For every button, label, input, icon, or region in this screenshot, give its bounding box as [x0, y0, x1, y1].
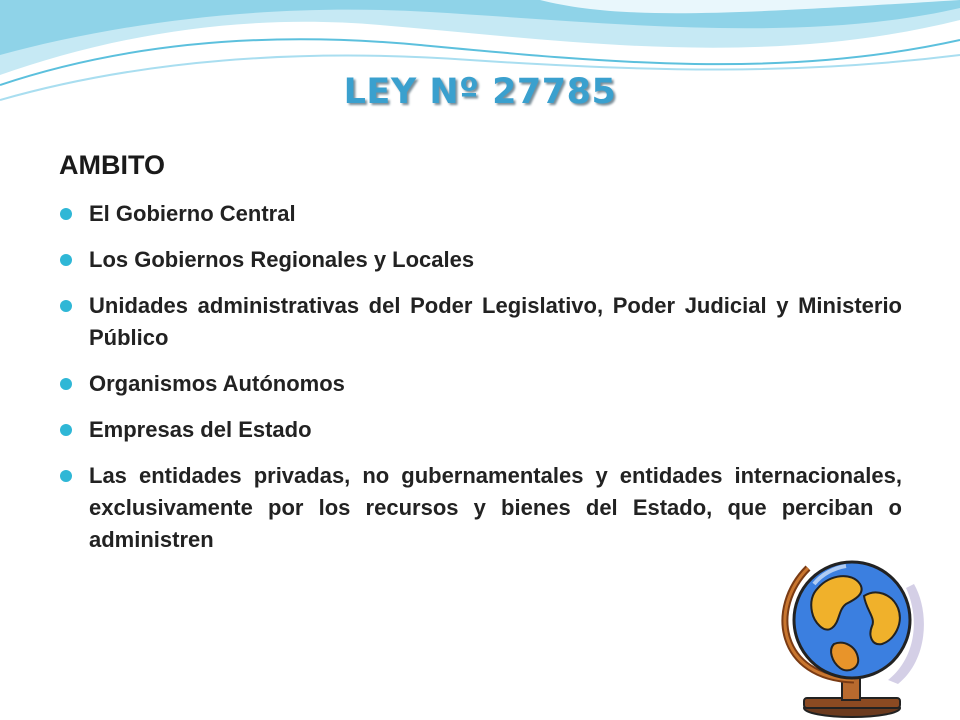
section-heading: AMBITO — [59, 150, 165, 180]
bullet-icon — [60, 424, 72, 436]
list-item-text: Unidades administrativas del Poder Legislativo, Poder Judicial y Ministerio Público — [89, 293, 902, 350]
list-item — [60, 460, 902, 556]
bullet-list — [60, 198, 902, 570]
slide-title: LEY Nº 27785 — [343, 72, 617, 112]
list-item-text: Empresas del Estado — [89, 417, 312, 442]
list-item — [60, 414, 902, 446]
bullet-icon — [60, 254, 72, 266]
list-item-text: Las entidades privadas, no gubernamentales y entidades internacionales, exclusivamente por los recursos y bienes del Estado, que perciban o administren — [89, 463, 902, 552]
list-item-text: Organismos Autónomos — [89, 371, 345, 396]
bullet-icon — [60, 208, 72, 220]
bullet-icon — [60, 300, 72, 312]
bullet-icon — [60, 378, 72, 390]
list-item — [60, 368, 902, 400]
globe-icon — [768, 548, 928, 720]
list-item — [60, 290, 902, 354]
list-item-text: El Gobierno Central — [89, 201, 296, 226]
list-item — [60, 244, 902, 276]
bullet-icon — [60, 470, 72, 482]
list-item-text: Los Gobiernos Regionales y Locales — [89, 247, 475, 272]
list-item — [60, 198, 902, 230]
